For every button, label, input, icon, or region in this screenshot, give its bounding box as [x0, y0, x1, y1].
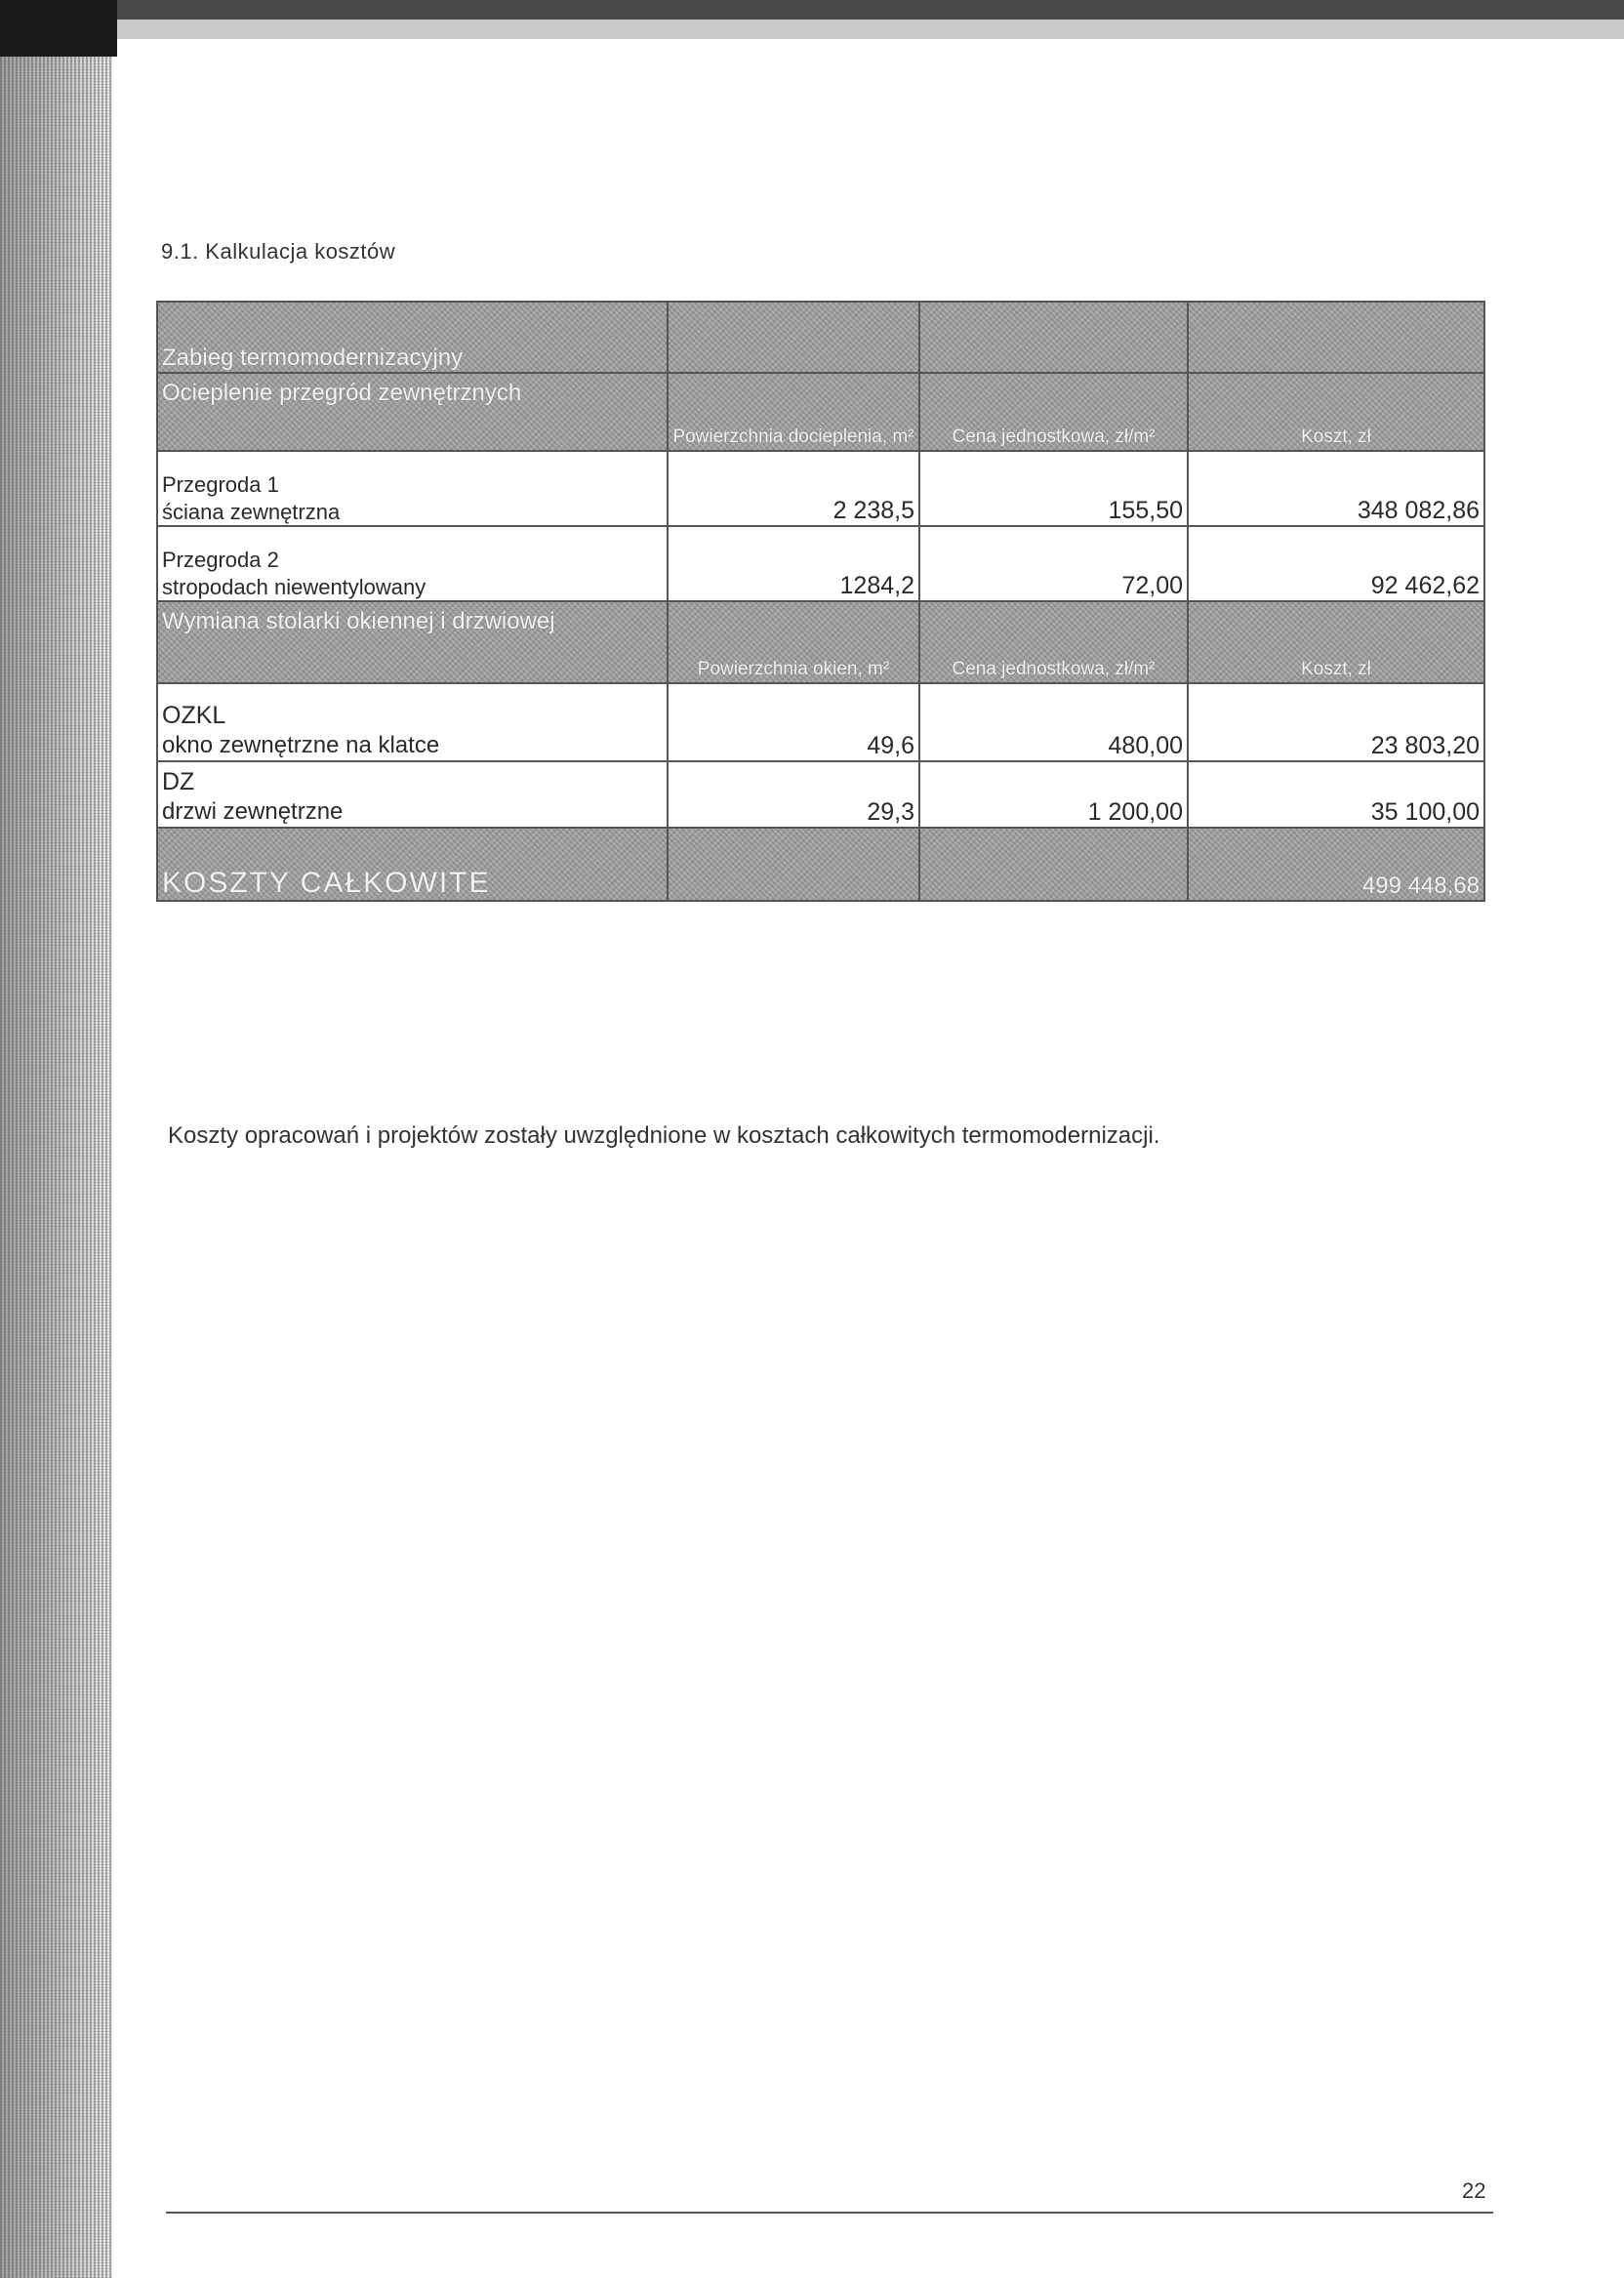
cost-note: Koszty opracowań i projektów zostały uwzględnione w kosztach całkowitych termomodernizacji.: [168, 1122, 1160, 1149]
insulation-cost-header: Koszt, zł: [1188, 373, 1484, 451]
row-area: 1284,2: [668, 526, 919, 601]
row-description: ściana zewnętrzna: [162, 499, 341, 524]
joinery-unit-price-header: Cena jednostkowa, zł/m²: [919, 601, 1188, 683]
table-row: [157, 683, 1484, 761]
row-area: 29,3: [668, 761, 919, 828]
insulation-section-row: [157, 373, 1484, 451]
insulation-unit-price-header: Cena jednostkowa, zł/m²: [919, 373, 1188, 451]
row-name: DZ: [162, 767, 195, 795]
joinery-cost-header: Koszt, zł: [1188, 601, 1484, 683]
row-cost: 92 462,62: [1188, 526, 1484, 601]
row-name-cell: [157, 526, 668, 601]
row-cost: 35 100,00: [1188, 761, 1484, 828]
row-cost: 23 803,20: [1188, 683, 1484, 761]
joinery-label-cell: [157, 601, 668, 683]
insulation-label-cell: [157, 373, 668, 451]
row-description: stropodach niewentylowany: [162, 574, 426, 599]
row-unit-price: 480,00: [919, 683, 1188, 761]
joinery-label: Wymiana stolarki okiennej i drzwiowej: [162, 608, 555, 634]
total-empty-cell: [919, 828, 1188, 901]
page-number: 22: [1462, 2178, 1486, 2203]
header-label-cell: [157, 302, 668, 373]
total-label: KOSZTY CAŁKOWITE: [157, 828, 668, 901]
insulation-label: Ocieplenie przegród zewnętrznych: [162, 380, 522, 406]
header-empty-cell: [919, 302, 1188, 373]
joinery-area-header: Powierzchnia okien, m²: [668, 601, 919, 683]
row-name-cell: [157, 683, 668, 761]
row-unit-price: 72,00: [919, 526, 1188, 601]
insulation-area-header: Powierzchnia docieplenia, m²: [668, 373, 919, 451]
total-row: [157, 828, 1484, 901]
table-row: [157, 761, 1484, 828]
row-name: Przegroda 1: [162, 472, 279, 497]
header-label: Zabieg termomodernizacyjny: [162, 345, 464, 371]
header-empty-cell: [668, 302, 919, 373]
total-value: 499 448,68: [1188, 828, 1484, 901]
row-description: drzwi zewnętrzne: [162, 798, 344, 825]
row-description: okno zewnętrzne na klatce: [162, 732, 440, 758]
row-area: 2 238,5: [668, 451, 919, 526]
row-name: Przegroda 2: [162, 548, 279, 572]
table-row: [157, 526, 1484, 601]
row-area: 49,6: [668, 683, 919, 761]
row-name-cell: [157, 451, 668, 526]
footer-rule: [166, 2212, 1493, 2214]
row-unit-price: 1 200,00: [919, 761, 1188, 828]
header-empty-cell: [1188, 302, 1484, 373]
table-row: [157, 451, 1484, 526]
row-cost: 348 082,86: [1188, 451, 1484, 526]
row-unit-price: 155,50: [919, 451, 1188, 526]
table-header-row: [157, 302, 1484, 373]
total-empty-cell: [668, 828, 919, 901]
row-name-cell: [157, 761, 668, 828]
row-name: OZKL: [162, 701, 226, 729]
cost-table: [156, 301, 1485, 902]
section-title: 9.1. Kalkulacja kosztów: [161, 239, 396, 264]
joinery-section-row: [157, 601, 1484, 683]
